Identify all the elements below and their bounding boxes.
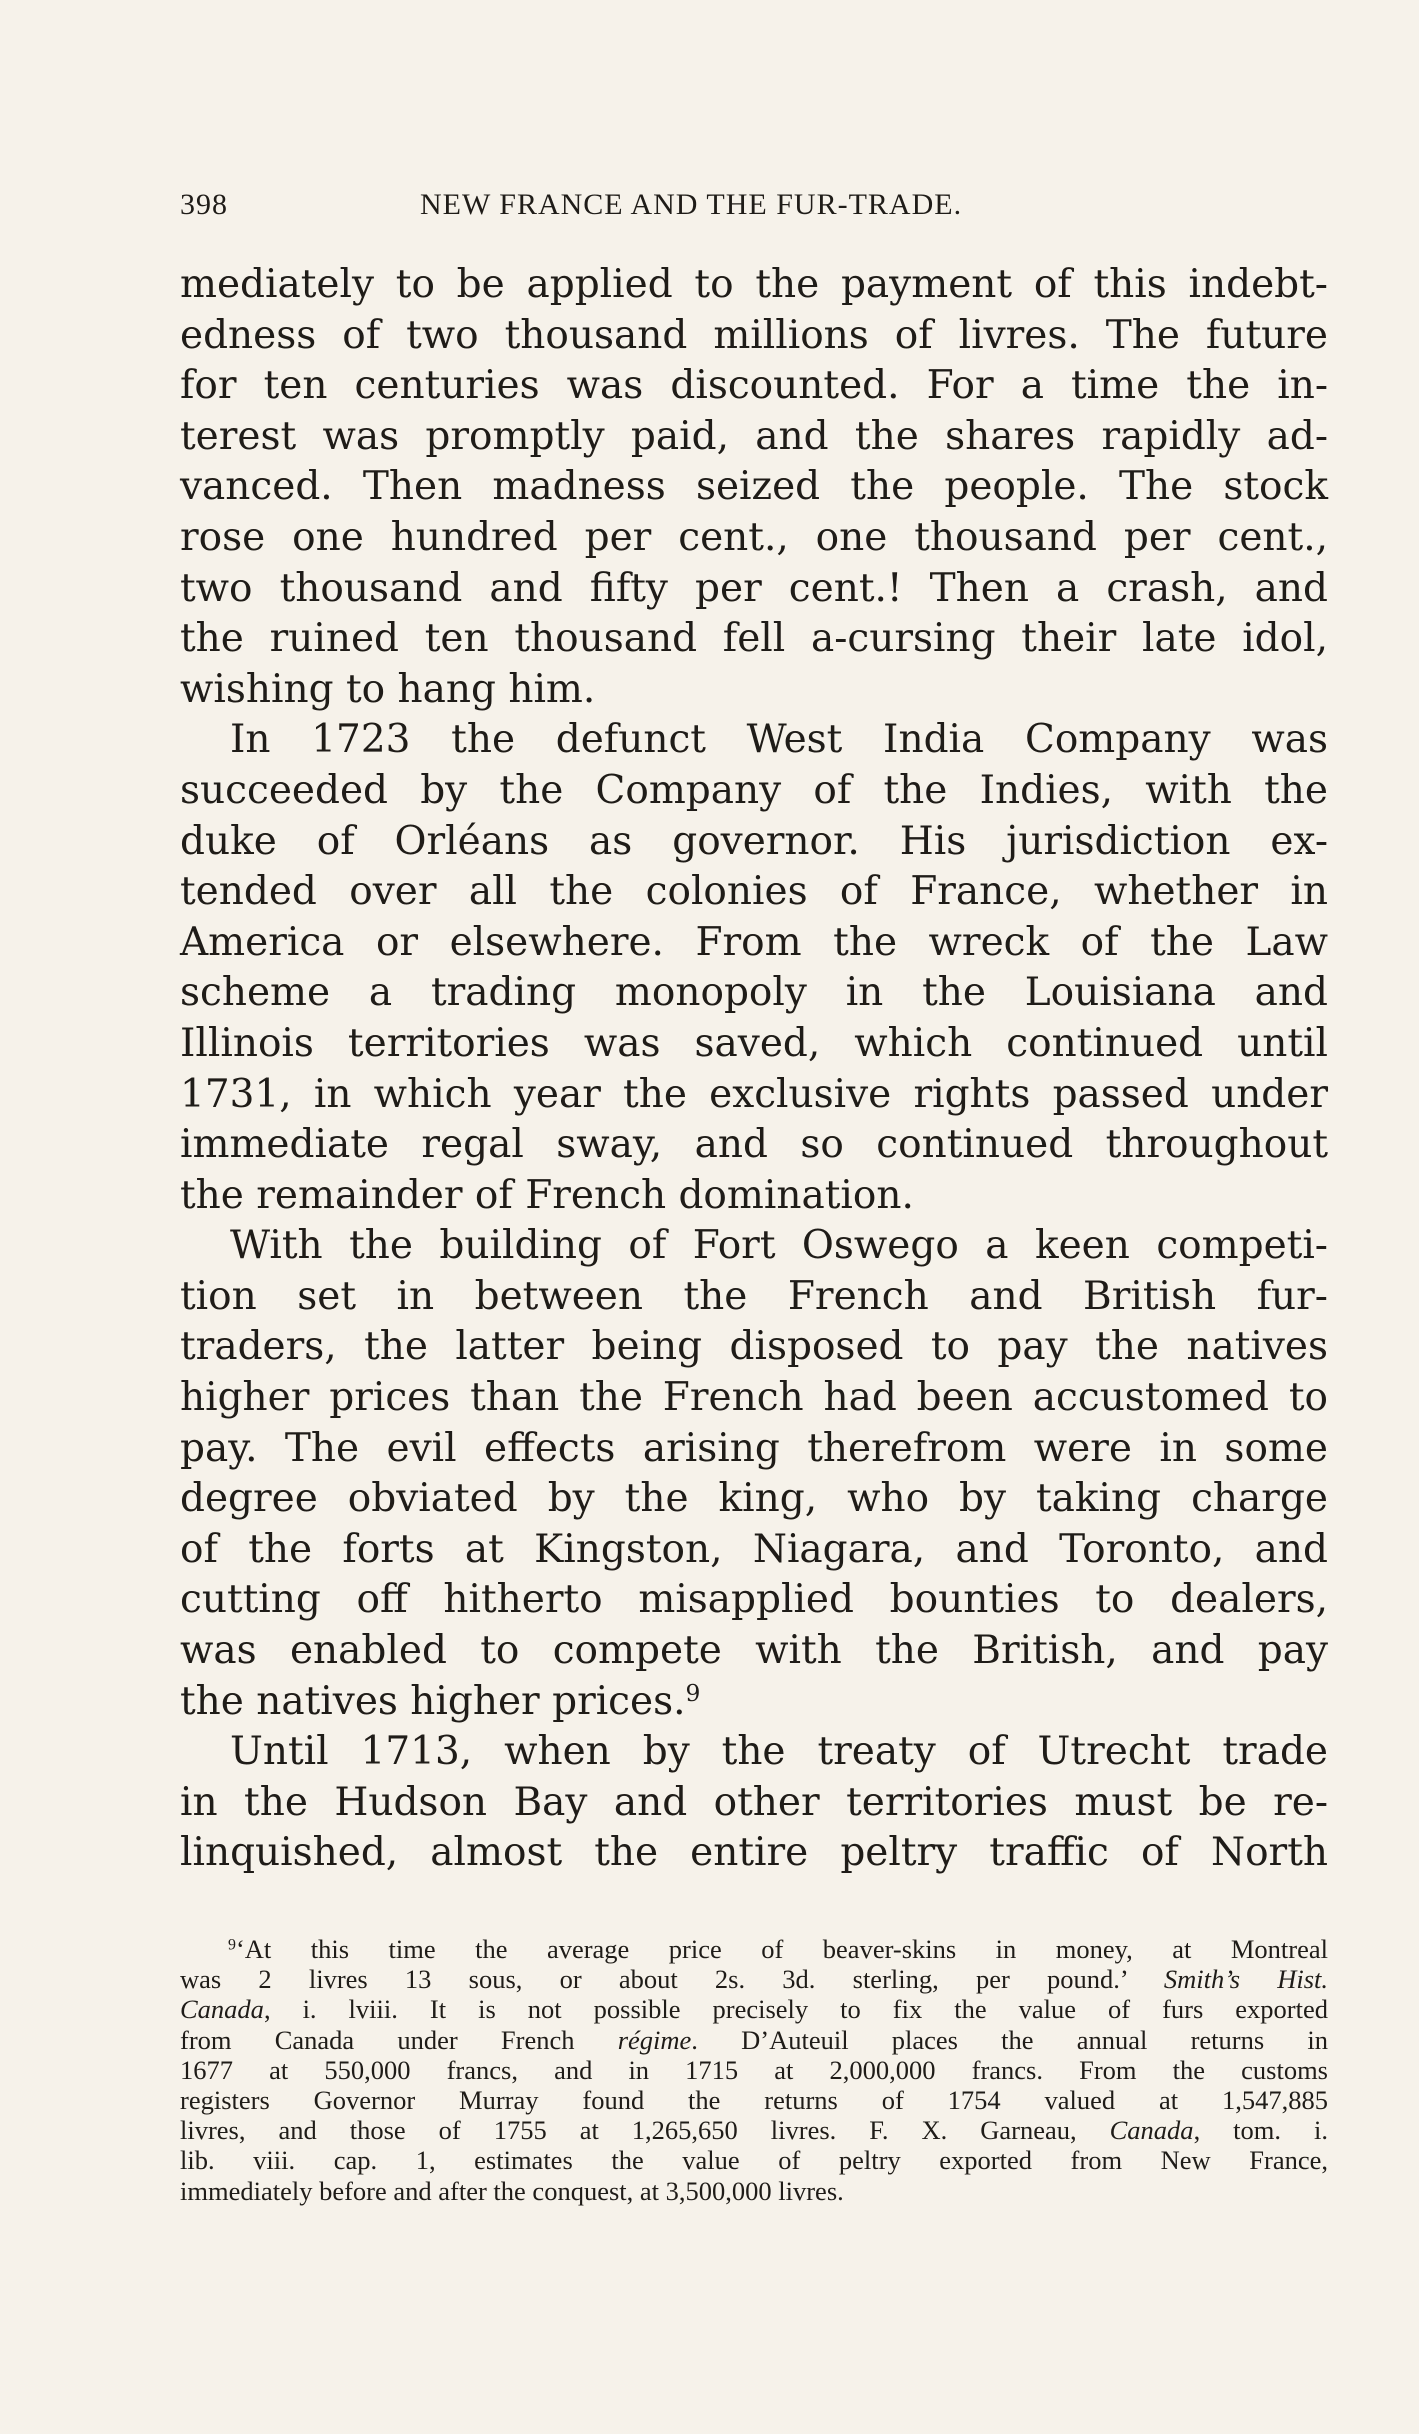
running-head: [180, 188, 1328, 234]
body-line: higher prices than the French had been accustomed to: [180, 1375, 1328, 1421]
footnote-marker: 9: [228, 1936, 236, 1954]
body-text: [180, 260, 1328, 1879]
body-line: In 1723 the defunct West India Company was: [230, 717, 1328, 763]
body-line: degree obviated by the king, who by taking charge: [180, 1476, 1328, 1522]
body-line: linquished, almost the entire peltry traffic of North: [180, 1830, 1328, 1876]
body-line: vanced. Then madness seized the people. The stock: [180, 464, 1328, 510]
page-number: 398: [180, 188, 228, 221]
body-line: America or elsewhere. From the wreck of the Law: [180, 919, 1328, 965]
body-line: two thousand and fifty per cent.! Then a crash, and: [180, 565, 1328, 611]
body-line: pay. The evil effects arising therefrom were in some: [180, 1425, 1328, 1471]
body-line: edness of two thousand millions of livres. The future: [180, 312, 1328, 358]
body-line: tended over all the colonies of France, whether in: [180, 869, 1328, 915]
footnote-9: [180, 1934, 1328, 2206]
body-line: in the Hudson Bay and other territories must be re-: [180, 1779, 1328, 1825]
footnote-line: registers Governor Murray found the returns of 1754 valued at 1,547,885: [180, 2084, 1328, 2115]
footnote-reference[interactable]: 9: [685, 1678, 701, 1707]
body-line: immediate regal sway, and so continued throughout: [180, 1122, 1328, 1168]
body-line: for ten centuries was discounted. For a time the in-: [180, 363, 1328, 409]
body-line: Until 1713, when by the treaty of Utrecht trade: [230, 1729, 1328, 1775]
body-line: wishing to hang him.: [180, 666, 596, 712]
body-line: With the building of Fort Oswego a keen competi-: [230, 1223, 1328, 1269]
body-line: traders, the latter being disposed to pay the natives: [180, 1324, 1328, 1370]
body-line-with-note: [180, 1677, 1328, 1728]
body-line-text: the natives higher prices.: [180, 1678, 686, 1724]
footnote-line: from Canada under French régime. D’Auteuil places the annual returns in: [180, 2024, 1328, 2055]
body-line: mediately to be applied to the payment of this indebt-: [180, 262, 1328, 307]
footnote-line: Canada, i. lviii. It is not possible precisely to fix the value of furs exported: [180, 1994, 1328, 2025]
body-line: was enabled to compete with the British, and pay: [180, 1628, 1328, 1674]
body-line: rose one hundred per cent., one thousand per cent.,: [180, 514, 1328, 560]
body-line: Illinois territories was saved, which continued until: [180, 1020, 1328, 1066]
body-line: 1731, in which year the exclusive rights passed under: [180, 1071, 1328, 1117]
body-line: cutting off hitherto misapplied bounties to dealers,: [180, 1577, 1328, 1623]
body-line: the remainder of French domination.: [180, 1172, 914, 1218]
footnote-line: lib. viii. cap. 1, estimates the value of peltry exported from New France,: [180, 2145, 1328, 2176]
footnote-line: immediately before and after the conquest, at 3,500,000 livres.: [180, 2175, 844, 2206]
footnote-line: livres, and those of 1755 at 1,265,650 livres. F. X. Garneau, Canada, tom. i.: [180, 2115, 1328, 2146]
body-line: tion set in between the French and British fur-: [180, 1273, 1328, 1319]
body-line: succeeded by the Company of the Indies, with the: [180, 767, 1328, 813]
body-line: of the forts at Kingston, Niagara, and Toronto, and: [180, 1526, 1328, 1572]
running-title: NEW FRANCE AND THE FUR-TRADE.: [420, 188, 963, 221]
body-line: scheme a trading monopoly in the Louisiana and: [180, 970, 1328, 1016]
footnote-line: 1677 at 550,000 francs, and in 1715 at 2,000,000 francs. From the customs: [180, 2054, 1328, 2085]
body-line: duke of Orléans as governor. His jurisdiction ex-: [180, 818, 1328, 864]
footnote-line: $^9$‘At this time the average price of beaver-skins in money, at Montreal: [228, 1934, 1328, 1964]
body-line: the ruined ten thousand fell a-cursing their late idol,: [180, 616, 1328, 662]
body-line: terest was promptly paid, and the shares rapidly ad-: [180, 413, 1328, 459]
footnote-line: was 2 livres 13 sous, or about 2s. 3d. sterling, per pound.’ Smith’s Hist.: [180, 1964, 1329, 1995]
